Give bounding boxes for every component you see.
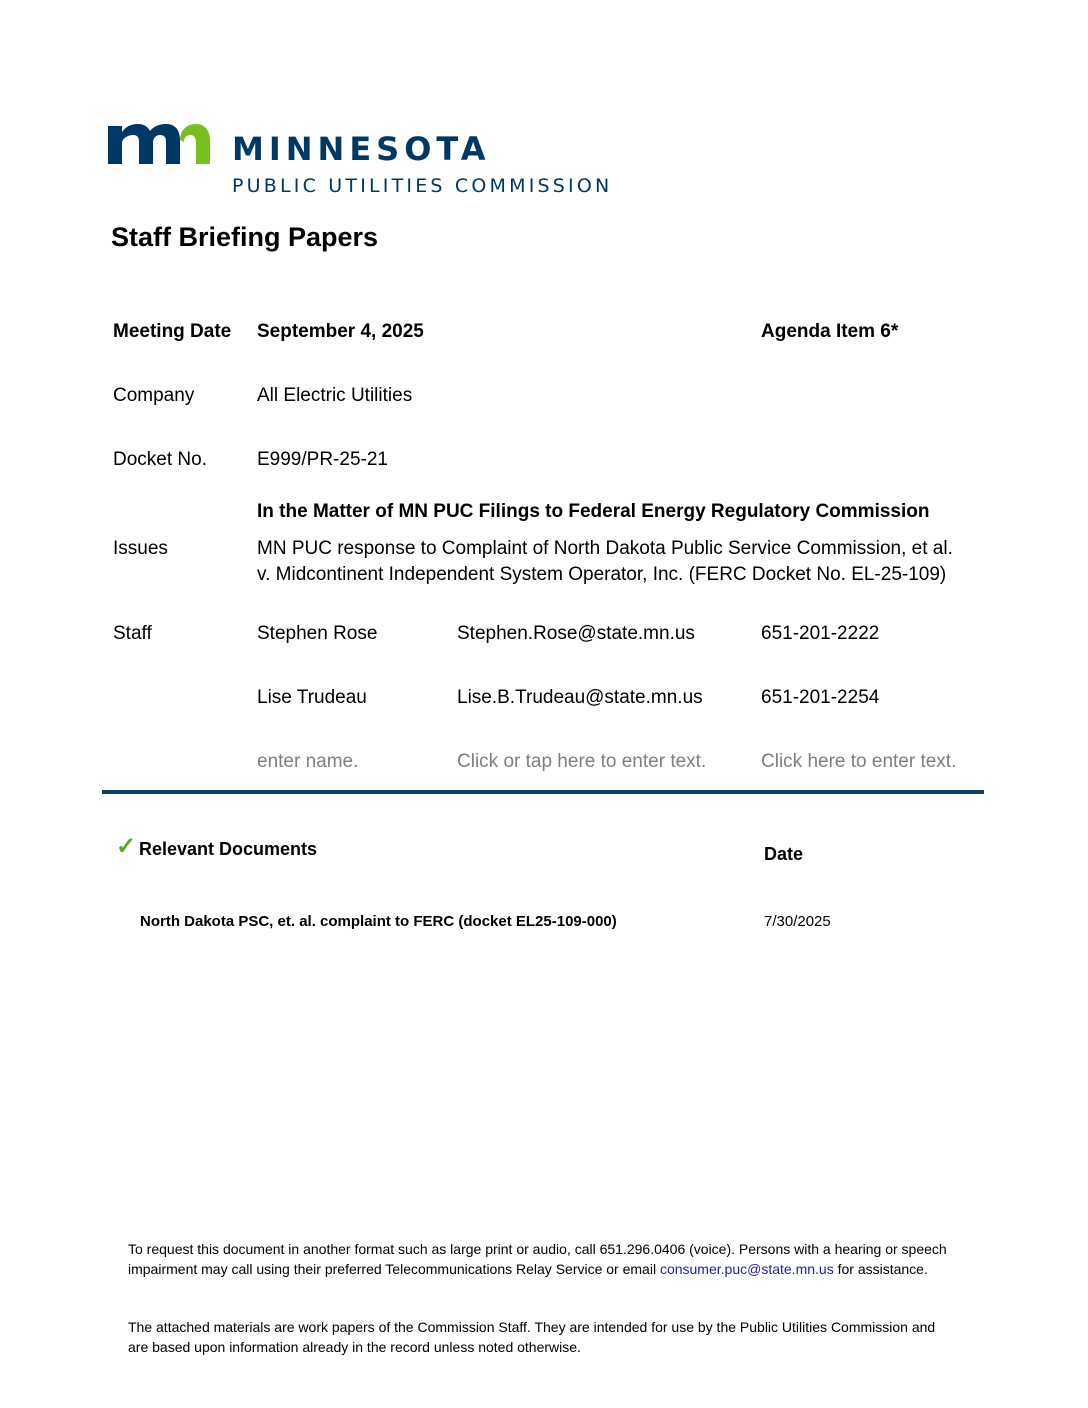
logo-wordmark: MINNESOTA bbox=[232, 130, 491, 168]
issues-label: Issues bbox=[113, 538, 168, 559]
accessibility-notice bbox=[128, 1240, 958, 1279]
document-date: 7/30/2025 bbox=[764, 913, 831, 930]
staff-email[interactable]: Stephen.Rose@state.mn.us bbox=[457, 623, 695, 644]
staff-email-field[interactable]: Click or tap here to enter text. bbox=[457, 751, 707, 772]
staff-phone-field[interactable]: Click here to enter text. bbox=[761, 751, 957, 772]
accessibility-text-end: for assistance. bbox=[833, 1260, 928, 1277]
staff-name: Stephen Rose bbox=[257, 623, 378, 644]
issues-heading: In the Matter of MN PUC Filings to Federal Energy Regulatory Commission bbox=[257, 501, 930, 522]
page-title: Staff Briefing Papers bbox=[111, 222, 379, 252]
consumer-email-link[interactable]: consumer.puc@state.mn.us bbox=[659, 1260, 834, 1277]
accessibility-text: To request this document in another format such as large print or audio, call 651.296.0406 (voice). Persons with a hearing or speech impairment may call using their preferred Telecommunications Relay Service or email bbox=[128, 1241, 947, 1277]
meeting-date-value: September 4, 2025 bbox=[257, 321, 424, 342]
staff-name-field[interactable]: enter name. bbox=[257, 751, 359, 772]
logo-subtitle: PUBLIC UTILITIES COMMISSION bbox=[232, 175, 613, 197]
company-value: All Electric Utilities bbox=[257, 385, 413, 406]
section-divider bbox=[102, 790, 984, 794]
company-label: Company bbox=[113, 385, 195, 406]
staff-label: Staff bbox=[113, 623, 152, 644]
work-papers-notice: The attached materials are work papers of the Commission Staff. They are intended for use by the Public Utilities Commission and are based upon information already in the record unless noted otherwise. bbox=[128, 1319, 936, 1355]
agenda-item: Agenda Item 6* bbox=[761, 321, 899, 342]
staff-name: Lise Trudeau bbox=[257, 687, 367, 708]
staff-phone: 651-201-2254 bbox=[761, 687, 880, 708]
docket-value: E999/PR-25-21 bbox=[257, 449, 388, 470]
issues-line-2: v. Midcontinent Independent System Operator, Inc. (FERC Docket No. EL-25-109) bbox=[257, 564, 947, 585]
relevant-documents-heading: Relevant Documents bbox=[139, 839, 318, 859]
staff-email[interactable]: Lise.B.Trudeau@state.mn.us bbox=[457, 687, 703, 708]
mn-logo-icon bbox=[108, 122, 210, 164]
document-title[interactable]: North Dakota PSC, et. al. complaint to FERC (docket EL25-109-000) bbox=[140, 913, 617, 930]
staff-phone: 651-201-2222 bbox=[761, 623, 880, 644]
issues-line-1: MN PUC response to Complaint of North Dakota Public Service Commission, et al. bbox=[257, 538, 953, 559]
checkmark-icon: ✓ bbox=[116, 833, 137, 860]
docket-label: Docket No. bbox=[113, 449, 207, 470]
meeting-date-label: Meeting Date bbox=[113, 321, 232, 342]
date-column-heading: Date bbox=[764, 844, 804, 864]
